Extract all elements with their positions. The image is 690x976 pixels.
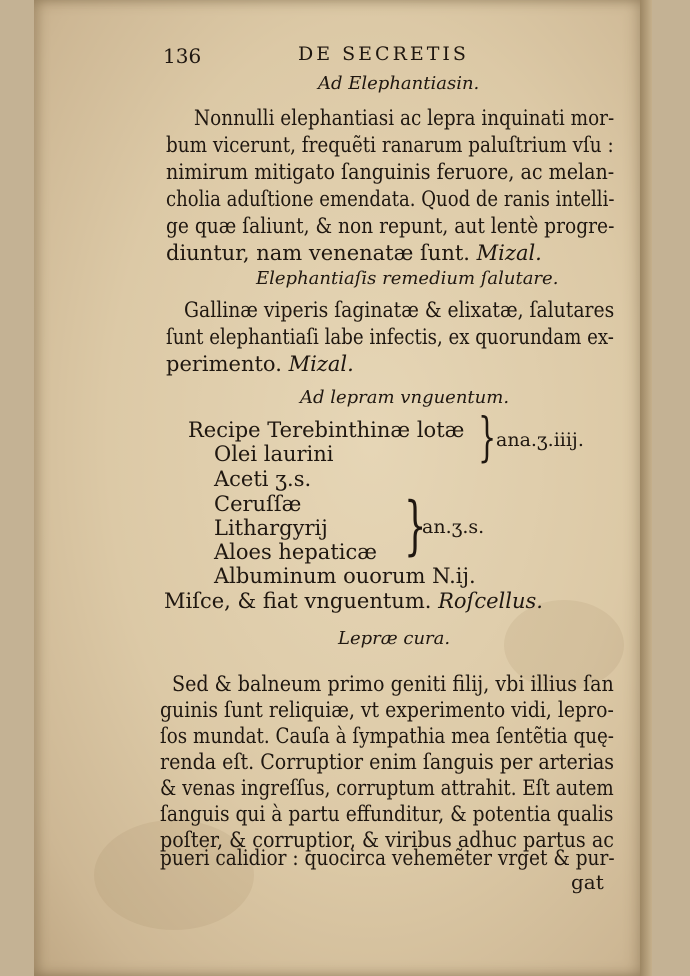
section-heading: Ad lepram vnguentum. — [300, 387, 510, 408]
text-line: pueri calidior : quocirca vehemẽter vrget & pur- — [160, 846, 615, 870]
text-segment: diuntur, nam venenatæ ſunt. — [166, 241, 470, 265]
source-attribution: Roſcellus. — [438, 589, 543, 613]
section-heading: Ad Elephantiasin. — [318, 73, 480, 94]
text-line: Nonnulli elephantiasi ac lepra inquinati mor- — [194, 106, 615, 130]
text-line: & venas ingreſſus, corruptum attrahit. Eſt autem — [160, 776, 614, 800]
text-line: ſanguis qui à partu effunditur, & potentia qualis — [160, 802, 614, 826]
text-line: renda eſt. Corruptior enim ſanguis per arterias — [160, 750, 615, 774]
text-line: nimirum mitigato ſanguinis feruore, ac melan- — [166, 160, 615, 184]
text-line: guinis ſunt reliquiæ, vt experimento vidi, lepro- — [160, 698, 614, 722]
catchword: gat — [571, 870, 604, 894]
recipe-dose: an.ʒ.s. — [422, 516, 485, 538]
running-head: DE SECRETIS — [298, 43, 469, 65]
recipe-ingredient: Aceti ʒ.s. — [214, 467, 312, 491]
text-line: ſos mundat. Cauſa à ſympathia mea ſentẽtia quę- — [160, 724, 614, 748]
text-segment: Miſce, & fiat vnguentum. — [164, 589, 432, 613]
section-heading: Elephantiaſis remedium ſalutare. — [256, 268, 559, 289]
text-segment: perimento. — [166, 352, 282, 376]
text-line — [166, 352, 354, 376]
source-attribution: Mizal. — [288, 352, 354, 376]
text-line: poſter, & corruptior, & viribus adhuc partus ac — [160, 828, 614, 852]
brace-icon: } — [478, 408, 497, 468]
recipe-ingredient: Albuminum ouorum N.ij. — [214, 564, 476, 588]
recipe-ingredient: Ceruſſæ — [214, 492, 302, 516]
page-edge — [640, 0, 652, 976]
recipe-ingredient: Lithargyrij — [214, 516, 328, 540]
source-attribution: Mizal. — [476, 241, 542, 265]
brace-icon: } — [404, 489, 427, 563]
recipe-ingredient: Aloes hepaticæ — [214, 540, 377, 564]
text-line: cholia aduſtione emendata. Quod de ranis intelli- — [166, 187, 615, 211]
recipe-dose: ana.ʒ.iiij. — [496, 429, 584, 451]
section-heading: Lepræ cura. — [338, 628, 451, 649]
text-line: bum vicerunt, frequẽti ranarum paluſtrium vſu : — [166, 133, 614, 157]
text-line: ge quæ ſaliunt, & non repunt, aut lentè progre- — [166, 214, 615, 238]
text-line: Sed & balneum primo geniti filij, vbi illius ſan — [172, 672, 614, 696]
page-number: 136 — [163, 44, 202, 68]
text-line: ſunt elephantiaſi labe infectis, ex quorundam ex- — [166, 325, 614, 349]
text-line — [166, 241, 542, 265]
text-line — [164, 589, 543, 613]
recipe-ingredient: Olei laurini — [214, 442, 334, 466]
recipe-ingredient: Recipe Terebinthinæ lotæ — [188, 418, 465, 442]
text-line: Gallinæ viperis ſaginatæ & elixatæ, ſalutares — [184, 298, 615, 322]
